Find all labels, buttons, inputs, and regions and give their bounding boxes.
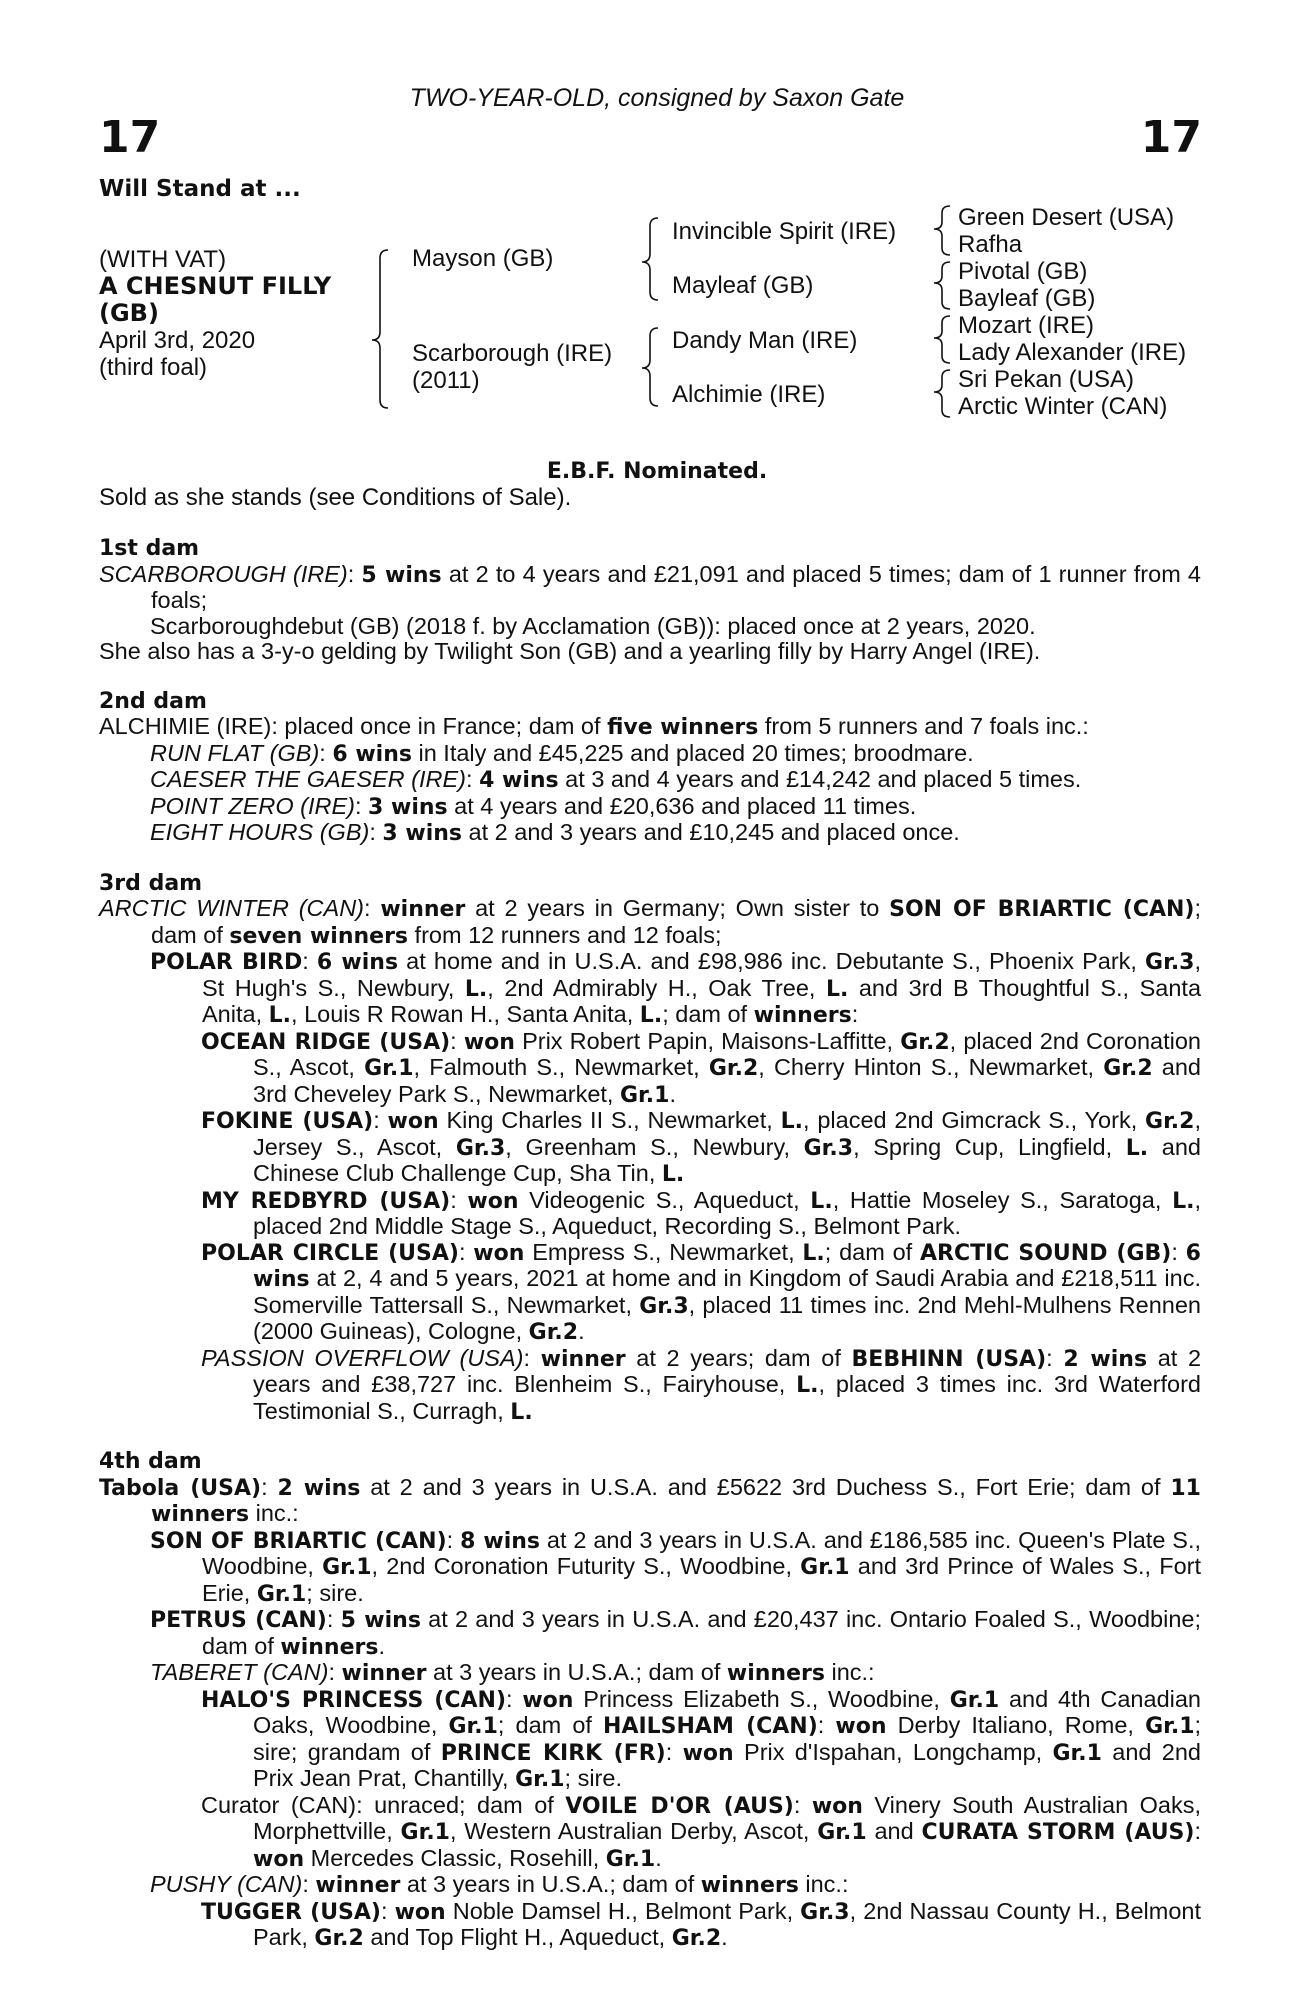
fourth-dam-entry: Tabola (USA): 2 wins at 2 and 3 years in U.S.A. and £5622 3rd Duchess S., Fort Erie; dam of 11 winners inc.:	[99, 1473, 1201, 1527]
foal-number: (third foal)	[99, 354, 208, 381]
catalogue-body	[99, 536, 1201, 1976]
dam-year: (2011)	[412, 367, 480, 394]
third-dam-section	[99, 871, 1201, 1426]
produce-polar-bird: POLAR BIRD: 6 wins at home and in U.S.A. and £98,986 inc. Debutante S., Phoenix Park, Gr.3, St Hugh's S., Newbury, L., 2nd Admirably H., Oak Tree, L. and 3rd B Thoughtful S., Santa Anita, L., Louis R Rowan H., Santa Anita, L.; dam of winners:	[150, 948, 1202, 1028]
gen2-sire-dam: Mayleaf (GB)	[672, 272, 814, 299]
first-dam-entry: SCARBOROUGH (IRE): 5 wins at 2 to 4 years and £21,091 and placed 5 times; dam of 1 runner from 4 foals;	[99, 560, 1202, 613]
second-dam-heading: 2nd dam	[99, 688, 207, 714]
produce-my-redbyrd: MY REDBYRD (USA): won Videogenic S., Aqueduct, L., Hattie Moseley S., Saratoga, L., placed 2nd Middle Stage S., Aqueduct, Recording S., Belmont Park.	[201, 1186, 1201, 1239]
second-dam-section	[99, 689, 1201, 847]
dam-name: Scarborough (IRE)	[412, 340, 613, 367]
first-dam-heading: 1st dam	[99, 536, 200, 561]
will-stand-label: Will Stand at ...	[99, 176, 301, 202]
produce-caeser-the-gaeser: CAESER THE GAESER (IRE): 4 wins at 3 and 4 years and £14,242 and placed 5 times.	[150, 766, 1082, 793]
gen3-ancestor-3: Pivotal (GB)	[958, 258, 1088, 285]
foaled-date: April 3rd, 2020	[99, 327, 256, 354]
produce-run-flat: RUN FLAT (GB): 6 wins in Italy and £45,225 and placed 20 times; broodmare.	[150, 739, 974, 767]
gen3-ancestor-1: Green Desert (USA)	[958, 204, 1175, 231]
horse-name-line2: (GB)	[99, 299, 159, 327]
first-dam-foal: Scarboroughdebut (GB) (2018 f. by Acclamation (GB)): placed once at 2 years, 2020.	[150, 612, 1036, 639]
gen2-sire-sire: Invincible Spirit (IRE)	[672, 218, 897, 245]
vat-label: (WITH VAT)	[99, 246, 227, 273]
produce-curator: Curator (CAN): unraced; dam of VOILE D'OR (AUS): won Vinery South Australian Oaks, Morphettville, Gr.1, Western Australian Derby, Ascot, Gr.1 and CURATA STORM (AUS): won Mercedes Classic, Rosehill, Gr.1.	[201, 1791, 1201, 1872]
horse-name-line1: A CHESNUT FILLY	[99, 272, 332, 300]
sold-note: Sold as she stands (see Conditions of Sale).	[99, 484, 572, 511]
produce-pushy: PUSHY (CAN): winner at 3 years in U.S.A.; dam of winners inc.:	[150, 1871, 849, 1898]
sire-name: Mayson (GB)	[412, 245, 554, 272]
gen3-ancestor-2: Rafha	[958, 231, 1023, 258]
ebf-nominated: E.B.F. Nominated.	[546, 459, 768, 484]
third-dam-heading: 3rd dam	[99, 870, 203, 896]
produce-polar-circle: POLAR CIRCLE (USA): won Empress S., Newmarket, L.; dam of ARCTIC SOUND (GB): 6 wins at 2, 4 and 5 years, 2021 at home and in Kingdom of Saudi Arabia and £218,511 inc. Somerville Tattersall S., Newmarket, Gr.3, placed 11 times inc. 2nd Mehl-Mulhens Rennen (2000 Guineas), Cologne, Gr.2.	[201, 1238, 1201, 1345]
produce-tugger: TUGGER (USA): won Noble Damsel H., Belmont Park, Gr.3, 2nd Nassau County H., Belmont Park, Gr.2 and Top Flight H., Aqueduct, Gr.2.	[201, 1897, 1201, 1951]
first-dam-also: She also has a 3-y-o gelding by Twilight Son (GB) and a yearling filly by Harry Angel (IRE).	[99, 638, 1041, 664]
second-dam-entry: ALCHIMIE (IRE): placed once in France; dam of five winners from 5 runners and 7 foals inc.:	[99, 713, 1089, 740]
first-dam-section	[99, 536, 1201, 665]
lot-number-right: 17	[1140, 112, 1202, 163]
produce-passion-overflow: PASSION OVERFLOW (USA): winner at 2 years; dam of BEBHINN (USA): 2 wins at 2 years and £38,727 inc. Blenheim S., Fairyhouse, L., placed 3 times inc. 3rd Waterford Testimonial S., Curragh, L.	[201, 1344, 1202, 1425]
produce-fokine: FOKINE (USA): won King Charles II S., Newmarket, L., placed 2nd Gimcrack S., York, Gr.2, Jersey S., Ascot, Gr.3, Greenham S., Newbury, Gr.3, Spring Cup, Lingfield, L. and Chinese Club Challenge Cup, Sha Tin, L.	[201, 1107, 1201, 1187]
produce-taberet: TABERET (CAN): winner at 3 years in U.S.A.; dam of winners inc.:	[150, 1659, 875, 1686]
fourth-dam-heading: 4th dam	[99, 1449, 202, 1474]
fourth-dam-section	[99, 1449, 1201, 1952]
produce-point-zero: POINT ZERO (IRE): 3 wins at 4 years and £20,636 and placed 11 times.	[150, 792, 917, 820]
produce-eight-hours: EIGHT HOURS (GB): 3 wins at 2 and 3 years and £10,245 and placed once.	[150, 819, 960, 846]
produce-ocean-ridge: OCEAN RIDGE (USA): won Prix Robert Papin, Maisons-Laffitte, Gr.2, placed 2nd Coronation S., Ascot, Gr.1, Falmouth S., Newmarket, Gr.2, Cherry Hinton S., Newmarket, Gr.2 and 3rd Cheveley Park S., Newmarket, Gr.1.	[201, 1027, 1202, 1108]
page-subtitle: TWO-YEAR-OLD, consigned by Saxon Gate	[409, 84, 905, 112]
gen2-dam-dam: Alchimie (IRE)	[672, 381, 826, 408]
gen3-ancestor-8: Arctic Winter (CAN)	[958, 393, 1168, 420]
gen3-ancestor-7: Sri Pekan (USA)	[958, 366, 1135, 393]
gen2-dam-sire: Dandy Man (IRE)	[672, 327, 858, 354]
gen3-ancestor-6: Lady Alexander (IRE)	[958, 339, 1187, 366]
lot-number-left: 17	[99, 112, 161, 163]
gen3-ancestor-5: Mozart (IRE)	[958, 312, 1095, 339]
produce-son-of-briartic: SON OF BRIARTIC (CAN): 8 wins at 2 and 3 years in U.S.A. and £186,585 inc. Queen's Plate S., Woodbine, Gr.1, 2nd Coronation Futurity S., Woodbine, Gr.1 and 3rd Prince of Wales S., Fort Erie, Gr.1; sire.	[150, 1526, 1202, 1607]
gen3-ancestor-4: Bayleaf (GB)	[958, 285, 1096, 312]
produce-halos-princess: HALO'S PRINCESS (CAN): won Princess Elizabeth S., Woodbine, Gr.1 and 4th Canadian Oaks, Woodbine, Gr.1; dam of HAILSHAM (CAN): won Derby Italiano, Rome, Gr.1; sire; grandam of PRINCE KIRK (FR): won Prix d'Ispahan, Longchamp, Gr.1 and 2nd Prix Jean Prat, Chantilly, Gr.1; sire.	[201, 1685, 1202, 1792]
third-dam-entry: ARCTIC WINTER (CAN): winner at 2 years in Germany; Own sister to SON OF BRIARTIC (CAN); dam of seven winners from 12 runners and 12 foals;	[99, 895, 1202, 949]
produce-petrus: PETRUS (CAN): 5 wins at 2 and 3 years in U.S.A. and £20,437 inc. Ontario Foaled S., Woodbine; dam of winners.	[150, 1606, 1201, 1660]
